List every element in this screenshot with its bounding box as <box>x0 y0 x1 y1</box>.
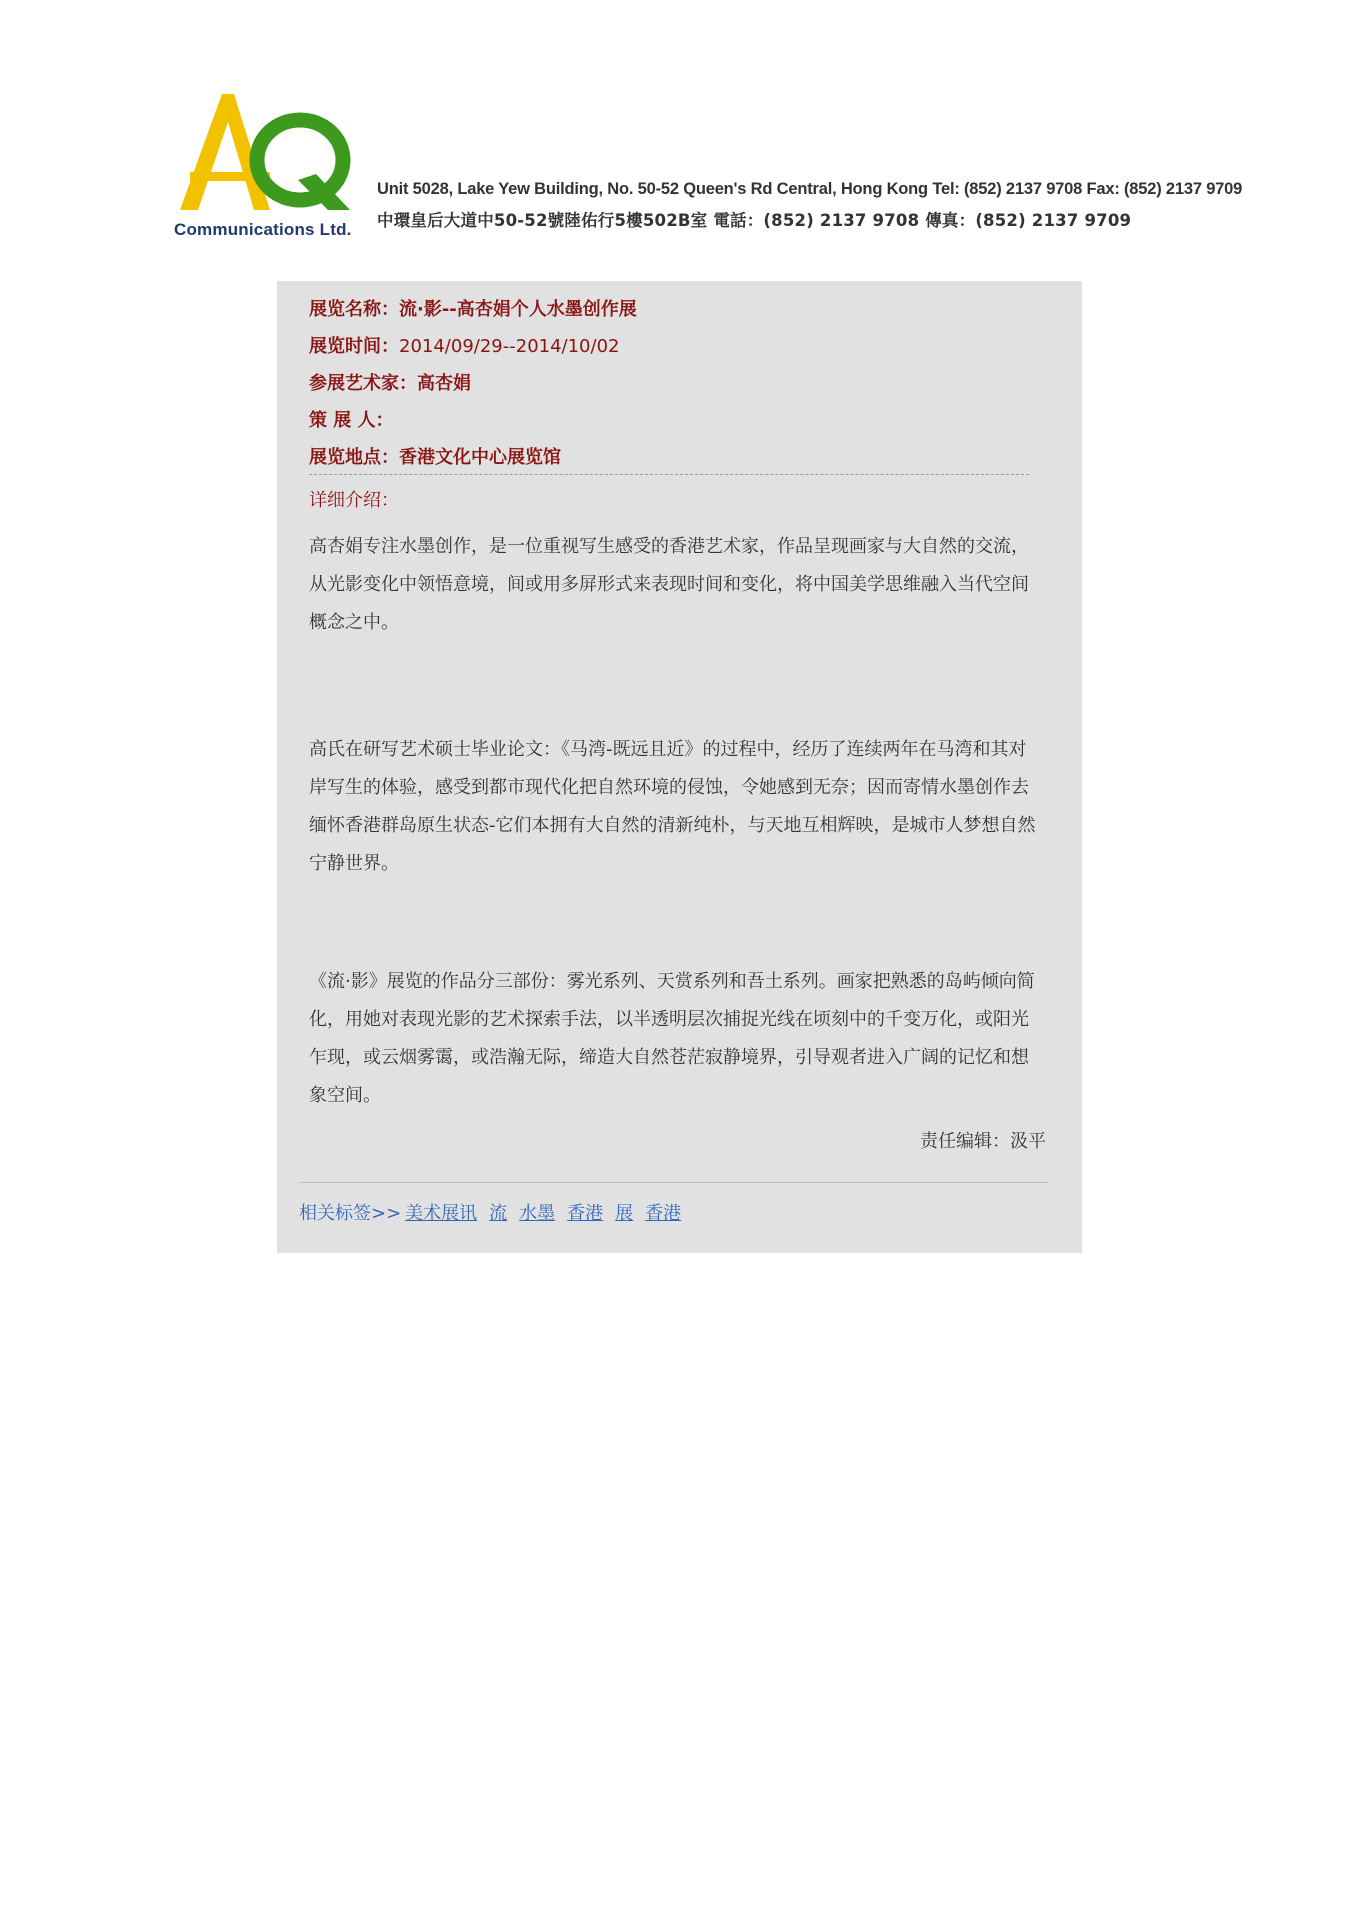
tag-link[interactable]: 香港 <box>567 1203 604 1224</box>
tag-link[interactable]: 香港 <box>645 1203 682 1224</box>
exhibition-venue-row <box>309 443 561 469</box>
exhibition-curator-row <box>309 406 394 432</box>
paragraph-2: 高氏在研写艺术硕士毕业论文：《马湾-既远且近》的过程中，经历了连续两年在马湾和其对岸写生的体验，感受到都市现代化把自然环境的侵蚀，令她感到无奈；因而寄情水墨创作去缅怀香港群岛原生状态-它们本拥有大自然的清新纯朴，与天地互相辉映，是城市人梦想自然宁静世界。 <box>309 739 1036 874</box>
exhibition-name: 流·影--高杏娟个人水墨创作展 <box>399 299 637 320</box>
company-name: Communications Ltd. <box>174 220 352 239</box>
tag-link[interactable]: 展 <box>615 1203 634 1224</box>
exhibition-artist-row <box>309 369 471 395</box>
tags-prefix: 相关标签>> <box>299 1203 402 1224</box>
article-panel <box>277 281 1082 1253</box>
letterhead <box>170 88 1243 248</box>
editor-credit: 责任编辑：汲平 <box>920 1131 1046 1152</box>
paragraph-3: 《流·影》展览的作品分三部份：雾光系列、天赏系列和吾土系列。画家把熟悉的岛屿倾向简化，用她对表现光影的艺术探索手法，以半透明层次捕捉光线在顷刻中的千变万化，或阳光乍现，或云烟雾霭，或浩瀚无际，缔造大自然苍茫寂静境界，引导观者进入广阔的记忆和想象空间。 <box>309 971 1035 1106</box>
company-logo <box>170 88 370 248</box>
tags-divider <box>299 1182 1049 1183</box>
address-chinese: 中環皇后大道中50-52號陸佑行5樓502B室 電話：(852) 2137 9708 傳真：(852) 2137 9709 <box>377 211 1132 230</box>
address-english: Unit 5028, Lake Yew Building, No. 50-52 Queen's Rd Central, Hong Kong Tel: (852) 2137 9708 Fax: (852) 2137 9709 <box>377 180 1243 198</box>
tag-link[interactable]: 水墨 <box>519 1203 556 1224</box>
detail-label: 详细介绍： <box>309 490 399 511</box>
exhibition-time: 2014/09/29--2014/10/02 <box>399 336 620 357</box>
aq-logo-icon <box>170 88 370 223</box>
exhibition-artist: 高杏娟 <box>417 373 471 394</box>
related-tags <box>299 1199 693 1225</box>
exhibition-name-row <box>309 295 637 321</box>
exhibition-venue: 香港文化中心展览馆 <box>399 447 561 468</box>
exhibition-time-row <box>309 332 619 358</box>
exhibition-time-label: 展览时间： <box>309 336 399 357</box>
exhibition-artist-label: 参展艺术家： <box>309 373 417 394</box>
contact-info <box>377 180 1242 231</box>
dashed-divider <box>309 474 1029 475</box>
exhibition-name-label: 展览名称： <box>309 299 399 320</box>
paragraph-1: 高杏娟专注水墨创作，是一位重视写生感受的香港艺术家，作品呈现画家与大自然的交流，从光影变化中领悟意境，间或用多屏形式来表现时间和变化，将中国美学思维融入当代空间概念之中。 <box>309 536 1029 633</box>
tag-link[interactable]: 流 <box>489 1203 508 1224</box>
tag-link[interactable]: 美术展讯 <box>405 1203 478 1224</box>
exhibition-venue-label: 展览地点： <box>309 447 399 468</box>
exhibition-curator-label: 策 展 人： <box>309 410 394 431</box>
